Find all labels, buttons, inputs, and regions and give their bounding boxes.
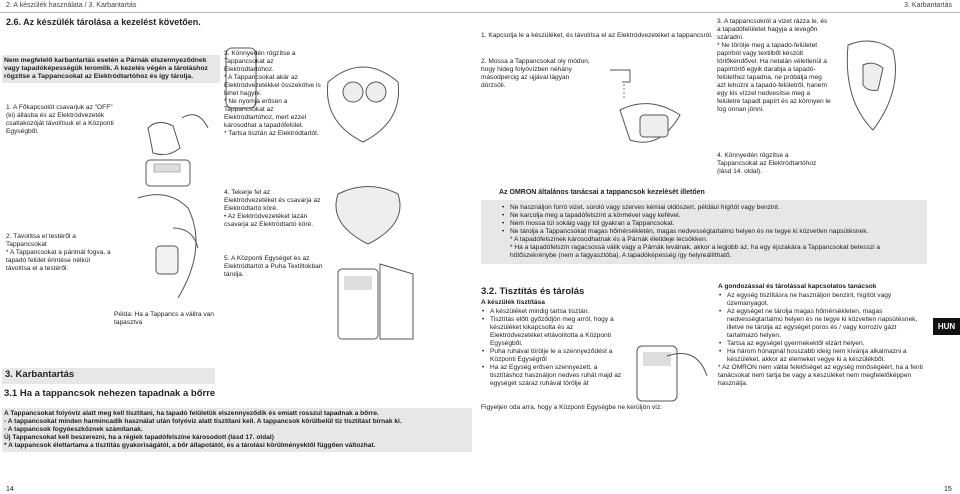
storage-item: • Az egységet ne tárolja magas hőmérsékleten, magas nedvességtartalmú helyen és ne tegye ki közvetlen napsütésnek, illetve ne tárolja az egységet poros és / vagy korrozív gázt tartalmazó helyen. — [727, 308, 923, 340]
page-number-left: 14 — [6, 486, 14, 493]
storage-item: • Az egység tisztításra ne használjon benzint, hígítót vagy üzemanyagot. — [727, 292, 923, 308]
device-cleaning-subtitle: A készülék tisztítása — [481, 299, 545, 306]
advice-item: • Ne tárolja a Tappancsokat magas hőmérsékletén, magas nedvességtartalmú helyen és ne tegye ki közvetlen napsütésnek. * A tapadófelszínek károsodhatnak és a Párnák életideje lecsökken. * Ha a tapadófelszín ragacsossá válik vagy a Párnák leválnak, akkor a legjobb az, ha egy éjszakára a Tappancsokat betesszi a hűtőszekrénybe (nem a fagyasztóba). A tapadóképesség így helyreállíthatő. — [510, 228, 923, 260]
advice-item: • Ne használjon forró vizet, súroló vagy szerves kémiai oldószert, például hígítót vagy benzint. — [510, 204, 923, 212]
right-step-3: 3. A tappancsokról a vizet rázza le, és a tapadófelületet hagyja a levegőn száradni. * Ne törölje meg a tapadó-felületet papírból vagy textilből készült törlőkendővel. Ha netalán véletlenül a papírtörlő egyik darabja a tapadó-felülethez tapadna, ne próbálja meg azt lehúzni a tapadó-felületről, hanem egy kis vízzel nedvesítse meg a felületre tapadt papírt és az könnyen le fog onnan jönni. — [717, 18, 831, 113]
page-number-right: 15 — [944, 486, 952, 493]
device-cleaning-item: • Ha az Egység erősen szennyezett, a tisztításhoz használjon nedves ruhát majd az egységet száraz ruhával törölje át — [490, 364, 623, 388]
note-line: - A tappancsokat minden harmincadik használat után folyóvíz alatt tisztítani kell. A tappancsok körülbelül tíz tisztítást bírnak ki. — [4, 418, 402, 425]
note-line: Új Tappancsokat kell beszerezni, ha a régiek tapadófelszíne károsodott (lásd 17. oldal) — [4, 434, 274, 441]
right-step-4: 4. Könnyedén rögzítse a Tappancsokat az Elektródtartóhoz (lásd 14. oldal). — [717, 152, 817, 175]
device-cleaning-item: • A készüléket mindig tartsa tisztán. — [490, 308, 623, 316]
washing-under-tap-illustration — [600, 60, 710, 160]
storage-list — [718, 292, 923, 388]
advice-item: • Nem mossa túl sokáig vagy túl gyakran a Tappancsokat. — [510, 220, 923, 228]
header-right: 3. Karbantartás — [904, 2, 952, 9]
water-warning: Figyeljen oda arra, hogy a Központi Egységbe ne kerüljön víz. — [481, 404, 663, 411]
intro-box: Nem megfelelő karbantartás esetén a Párnák elszennyeződnek vagy tapadóképességük leromlik. A kezelés végén a tároláshoz rögzítse a Tappancsokat az Elektródtartóhoz és így tárolja. — [2, 55, 220, 83]
note-line: A Tappancsokat folyóvíz alatt meg kell tisztítani, ha tapadó felületük elszennyeződik és emiatt rosszul tapadnak a bőrre. — [4, 410, 379, 417]
cleaning-note-box — [2, 408, 472, 452]
storage-subtitle: A gondozással és tárolással kapcsolatos tanácsok — [718, 283, 877, 290]
advice-box — [481, 200, 927, 264]
right-step-2: 2. Mossa a Tappancsokat oly módon, hogy hideg folyóvízben néhány másodpercig az ujjával lágyan dörzsöli. — [481, 58, 590, 89]
device-cleaning-list — [481, 308, 623, 388]
advice-title: Az OMRON általános tanácsai a tappancsok kezelését illetően — [499, 189, 705, 196]
left-step-1: 1. A Főkapcsolót csavarjuk az "OFF" (ki) állásba és az Elektródvezeték csatlakozóját távolítsuk el a Központi Egységből. — [6, 104, 114, 135]
device-cleaning-item: • Tisztítás előtt győződjön meg arról, hogy a készüléket kikapcsolta és az Elektródvezetéket eltávolította a Központi Egységből. — [490, 316, 623, 348]
cord-wrap-and-case-illustration — [318, 184, 418, 344]
storage-title: 2.6. Az készülék tárolása a kezelést követően. — [6, 17, 201, 27]
pad-removal-illustration — [118, 188, 218, 308]
subsection-3-1: 3.1 Ha a tappancsok nehezen tapadnak a bőrre — [4, 388, 216, 399]
note-line: * A tappancsok élettartama a tisztítás gyakoriságától, a bőr állapotától, és a tárolási körülményektől függően változhat. — [4, 442, 376, 449]
header-left: 2. A készülék használata / 3. Karbantartás — [6, 2, 137, 9]
left-step-3: 3. Könnyedén rögzítse a Tappancsokat az Elektródtartóhoz. * A Tappancsokat akár az Elektródvezetékkel összekötve is lehet hagyni. * Ne nyomja erősen a Tappancsokat az Elektródtartóhoz, mert ezzel károsodhat a tapadófelület. * Tartsa tisztán az Elektródtartót. — [224, 50, 321, 137]
storage-item: • Ha három hónapnál hosszabb ideig nem kívánja alkalmazni a készüléket, akkor az elemeket vegye ki a készülékből. — [727, 348, 923, 364]
storage-item: • Tartsa az egységet gyermekektől elzárt helyen. — [727, 340, 923, 348]
omron-disclaimer: * Az OMRON nem vállal felelőséget az egység minőségéért, ha a fenti tanácsokat nem tartja be vagy a készüléket nem megfelelőképpen használja. — [718, 364, 923, 387]
left-step-4: 4. Tekerje fel az Elektródvezetéket és csavarja az Elektródtartó köré. • Az Elektródvezetéket lazán csavarja az Elektródtartó köré. — [224, 189, 321, 228]
header-rule — [0, 12, 960, 13]
section-3-2-title: 3.2. Tisztítás és tárolás — [481, 286, 585, 297]
drying-pad-illustration — [833, 30, 913, 140]
device-unplug-illustration — [118, 98, 218, 188]
wiping-unit-illustration — [612, 326, 712, 411]
example-caption: Példa: Ha a Tappancs a vállra van tapasztva — [114, 311, 214, 326]
maintenance-section-title: 3. Karbantartás — [2, 368, 215, 384]
language-tab: HUN — [933, 318, 960, 335]
pad-holder-illustration — [318, 52, 408, 152]
note-line: - A tappancsok fogyóeszköznek számítanak. — [4, 426, 143, 433]
right-step-1: 1. Kapcsolja le a készüléket, és távolítsa el az Elektródvezetéket a tappancsról. — [481, 32, 713, 39]
device-cleaning-item: • Puha ruhával törölje le a szennyeződést a Központi Egységről — [490, 348, 623, 364]
left-step-2: 2. Távolítsa el testéről a Tappancsokat * A Tappancsokat a pántnál fogva, a tapadó felület érintése nélkül távolítsa el a testéről. — [6, 233, 111, 272]
advice-item: • Ne karcolja meg a tapadófelszínt a körmével vagy kefével. — [510, 212, 923, 220]
left-step-5: 5. A Központi Egységet és az Elektródtartót a Puha Textiltokban tárolja. — [224, 255, 323, 278]
